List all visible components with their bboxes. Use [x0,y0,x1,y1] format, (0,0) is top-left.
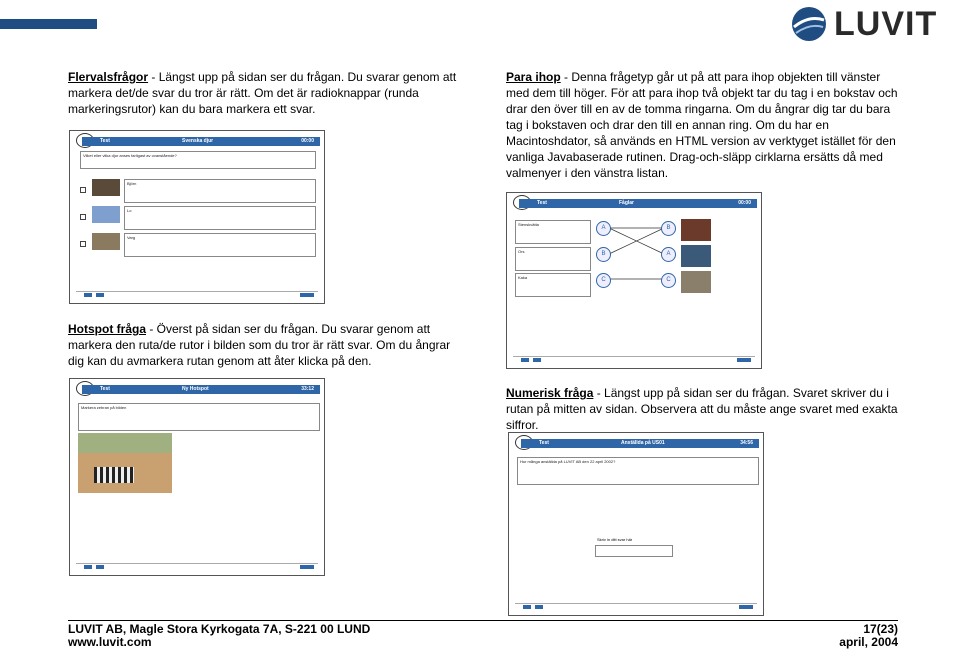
shot-tab: Test [100,138,110,144]
pair-left-circle[interactable]: A [596,221,611,236]
pair-left-item: Ors [515,247,591,271]
paraihop-text: - Denna frågetyp går ut på att para ihop objekten till vänster med dem till höger. För att para ihop två objekt tar du tag i en bokstav och drar den över till en av de tomma ringarna. Om du ångrar dig tar du bara tag i bokstaven och drar den till en annan ring. Om du har en Macintoshdator, så används en HTML version av verktyget istället för den vanliga Javabaserade rutinen. Drag-och-släpp cirklarna ersätts då med valmenyer i den vänstra listan. [506,70,898,180]
shot-navbar [515,603,757,611]
nav-submit-button[interactable] [300,565,314,569]
footer-address: LUVIT AB, Magle Stora Kyrkogata 7A, S-221 00 LUND [68,622,371,636]
pair-right-circle[interactable]: B [661,221,676,236]
nav-submit-button[interactable] [739,605,753,609]
header-bar [0,19,97,29]
hotspot-heading: Hotspot fråga [68,322,146,336]
luvit-logo [790,6,960,42]
shot-time: 34:56 [740,440,753,446]
numerisk-screenshot [508,432,764,616]
footer-date: april, 2004 [839,635,898,649]
question-box: Markera zebran på bilden [78,403,320,431]
nav-submit-button[interactable] [300,293,314,297]
paraihop-paragraph [506,69,898,181]
screenshot-header [521,439,759,448]
bird-image [681,219,711,241]
screenshot-header [82,385,320,394]
shot-navbar [76,563,318,571]
shot-time: 00:00 [738,200,751,206]
hotspot-text: - Överst på sidan ser du frågan. Du svarar genom att markera den ruta/de rutor i bilden som du tror är rätt svar. Om du ångrar dig kan du avmarkera rutan genom att åter klicka på den. [68,322,451,368]
nav-forward-button[interactable] [533,358,541,362]
bird-image [681,245,711,267]
nav-forward-button[interactable] [535,605,543,609]
answer-checkbox[interactable] [80,241,86,247]
shot-tab: Test [537,200,547,206]
answer-checkbox[interactable] [80,214,86,220]
nav-back-button[interactable] [84,293,92,297]
shot-title: Fåglar [619,200,635,206]
nav-forward-button[interactable] [96,293,104,297]
numerisk-text: - Längst upp på sidan ser du frågan. Svaret skriver du i rutan på mitten av sidan. Observera att du måste ange svaret med exakta siffror. [506,386,898,432]
flerval-heading: Flervalsfrågor [68,70,149,84]
nav-back-button[interactable] [521,358,529,362]
logo-text: LUVIT [834,5,938,43]
paraihop-heading: Para ihop [506,70,561,84]
footer-page: 17(23) [863,622,898,636]
answer-checkbox[interactable] [80,187,86,193]
pair-left-circle[interactable]: C [596,273,611,288]
screenshot-header [519,199,757,208]
hotspot-paragraph [68,321,463,369]
zebra-image[interactable] [78,433,172,493]
bird-image [681,271,711,293]
flerval-paragraph [68,69,463,117]
shot-navbar [513,356,755,364]
answer-box: Lo [124,206,316,230]
pair-right-circle[interactable]: A [661,247,676,262]
footer-divider [68,620,898,621]
screenshot-header [82,137,320,146]
hotspot-screenshot [69,378,325,576]
answer-label: Skriv in ditt svar här [597,537,633,542]
answer-box: Varg [124,233,316,257]
shot-navbar [76,291,318,299]
pair-right-circle[interactable]: C [661,273,676,288]
numerisk-heading: Numerisk fråga [506,386,594,400]
pair-left-item: Kaka [515,273,591,297]
question-box: Vilket eller vilka djur anses farligast av ovanstående? [80,151,316,169]
flerval-screenshot [69,130,325,304]
shot-tab: Test [539,440,549,446]
shot-time: 33:12 [301,386,314,392]
answer-input[interactable] [595,545,673,557]
shot-title: Ny Hotspot [182,386,209,392]
lynx-image [92,206,120,223]
nav-back-button[interactable] [523,605,531,609]
wolf-image [92,233,120,250]
footer-web: www.luvit.com [68,635,152,649]
nav-forward-button[interactable] [96,565,104,569]
shot-title: Svenska djur [182,138,214,144]
pair-left-item: Stenskvätta [515,220,591,244]
question-box: Hur många anställda på LUVIT AB den 22 april 2002? [517,457,759,485]
numerisk-paragraph [506,385,901,433]
shot-time: 00:00 [301,138,314,144]
pair-left-circle[interactable]: B [596,247,611,262]
shot-title: Anställda på US01 [621,440,665,446]
shot-tab: Test [100,386,110,392]
globe-icon [790,5,828,43]
nav-submit-button[interactable] [737,358,751,362]
paraihop-screenshot [506,192,762,369]
bear-image [92,179,120,196]
flerval-text: - Längst upp på sidan ser du frågan. Du svarar genom att markera det/de svar du tror är rätt. Om det är radioknappar (runda markeringsrutor) kan du bara markera ett svar. [68,70,457,116]
nav-back-button[interactable] [84,565,92,569]
answer-box: Björn [124,179,316,203]
